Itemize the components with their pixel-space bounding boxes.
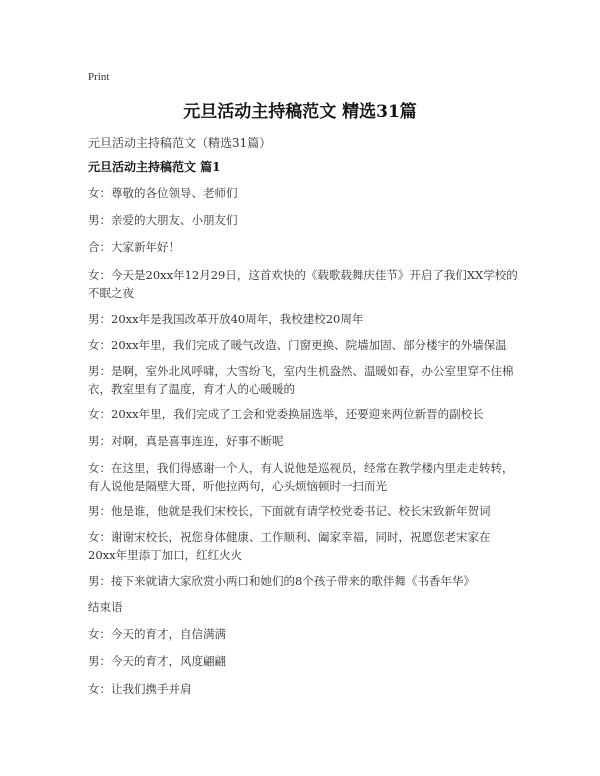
paragraph: 女：今天的育才，自信满满	[88, 627, 226, 641]
paragraph: 女：20xx年里，我们完成了暖气改造、门窗更换、院墙加固、部分楼宇的外墙保温	[88, 338, 507, 352]
paragraph: 女：谢谢宋校长，祝您身体健康、工作顺利、阖家幸福，同时，祝愿您老宋家在20xx年里添丁加口，红红火火	[88, 530, 491, 562]
page-title: 元旦活动主持稿范文 精选31篇	[183, 102, 417, 122]
print-label: Print	[88, 71, 110, 83]
section-heading: 元旦活动主持稿范文 篇1	[88, 160, 221, 174]
subtitle: 元旦活动主持稿范文（精选31篇）	[88, 136, 272, 150]
paragraph: 女：尊敬的各位领导、老师们	[88, 186, 238, 200]
paragraph: 女：今天是20xx年12月29日，这首欢快的《载歌载舞庆佳节》开启了我们XX学校的不眠之夜	[88, 268, 518, 300]
paragraph: 男：对啊，真是喜事连连，好事不断呢	[88, 434, 284, 448]
paragraph: 男：他是谁，他就是我们宋校长，下面就有请学校党委书记、校长宋致新年贺词	[88, 504, 491, 518]
paragraph: 结束语	[88, 600, 123, 614]
paragraph: 女：在这里，我们得感谢一个人，有人说他是巡视员，经常在教学楼内里走走转转，有人说他是隔壁大哥，听他拉两句，心头烦恼顿时一扫而光	[88, 461, 514, 493]
paragraph: 男：今天的育才，风度翩翩	[88, 654, 226, 668]
paragraph: 合：大家新年好！	[88, 240, 180, 254]
paragraph: 男：接下来就请大家欣赏小两口和她们的8个孩子带来的歌伴舞《书香年华》	[88, 574, 475, 588]
paragraph: 男：是啊，室外北风呼啸，大雪纷飞，室内生机盎然、温暖如春，办公室里穿不住棉衣，教室里有了温度，育才人的心暖暖的	[88, 364, 514, 396]
paragraph: 女：让我们携手并肩	[88, 682, 192, 696]
paragraph: 男：20xx年是我国改革开放40周年，我校建校20周年	[88, 312, 364, 326]
paragraph: 女：20xx年里，我们完成了工会和党委换届选举，还要迎来两位新晋的副校长	[88, 407, 484, 421]
paragraph: 男：亲爱的大朋友、小朋友们	[88, 213, 238, 227]
